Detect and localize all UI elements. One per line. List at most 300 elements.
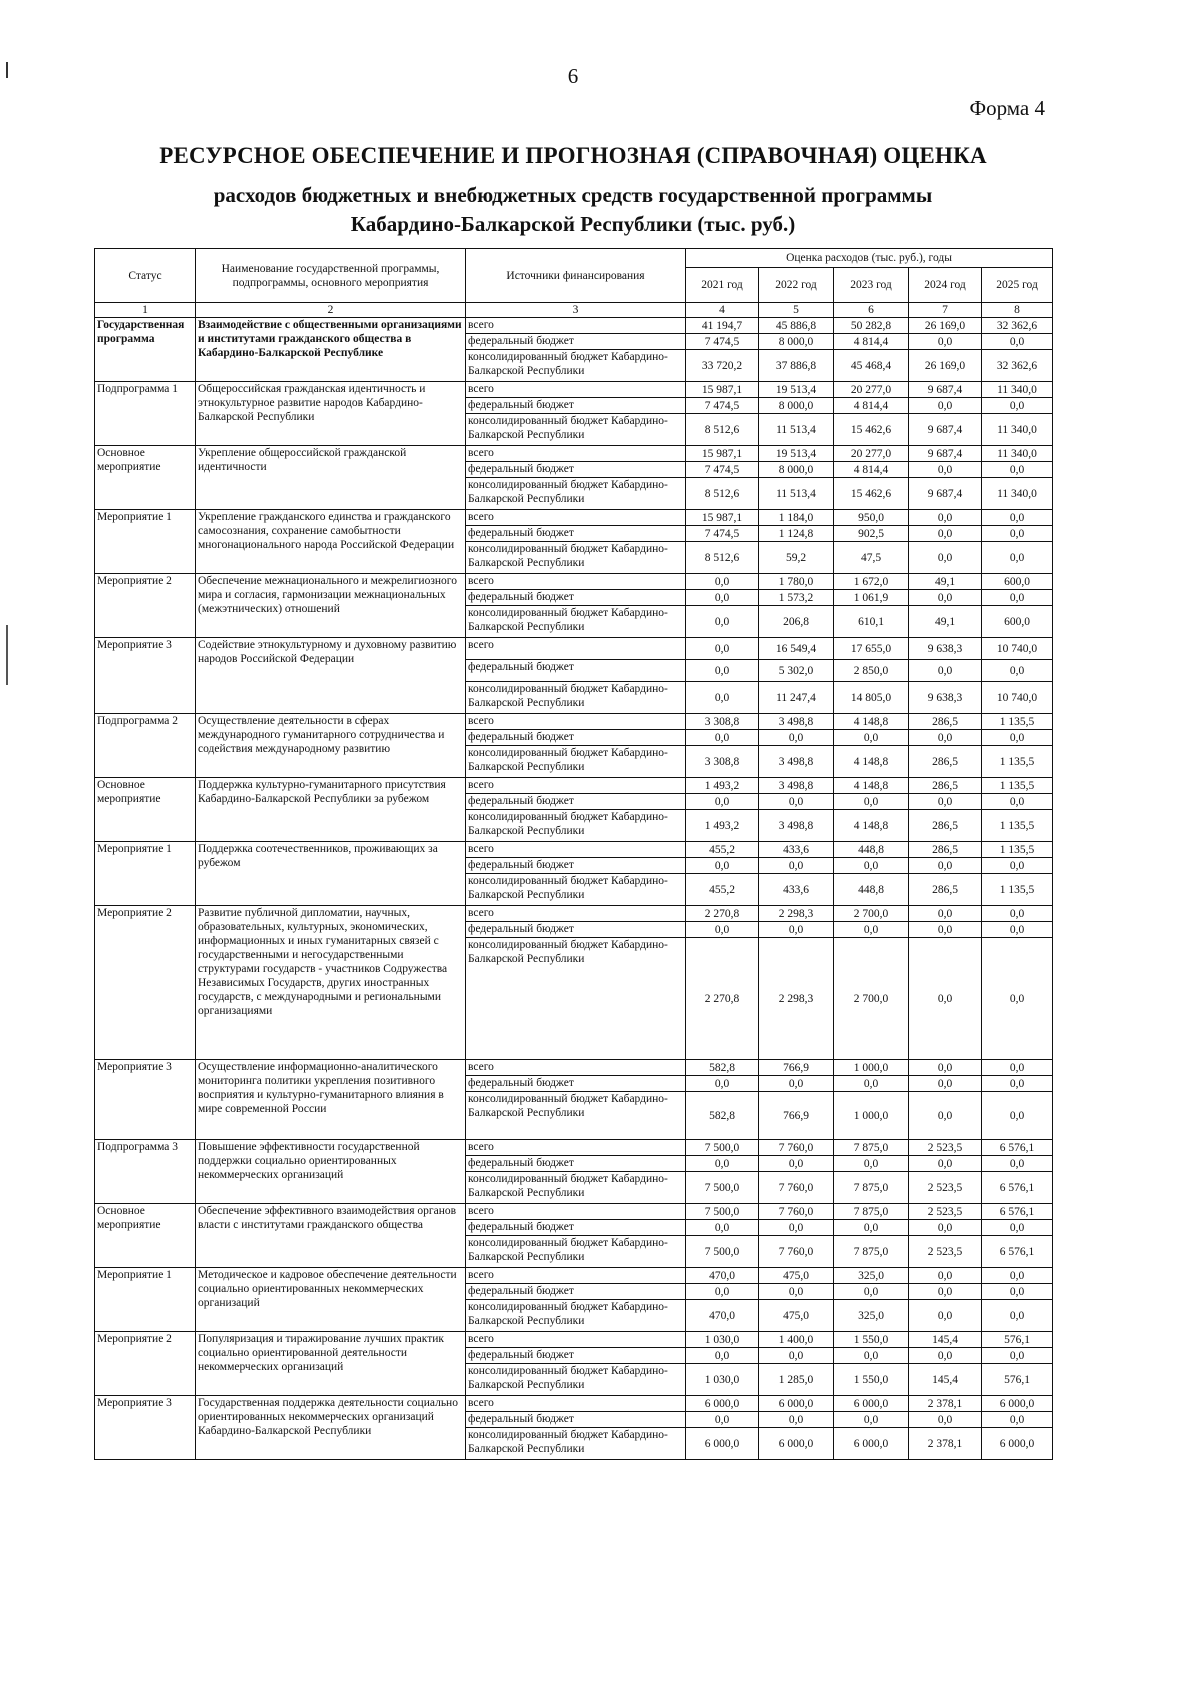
funding-source: всего (466, 1396, 686, 1412)
amount-cell: 0,0 (909, 1220, 982, 1236)
amount-cell: 448,8 (834, 874, 909, 906)
amount-cell: 286,5 (909, 874, 982, 906)
amount-cell: 0,0 (909, 794, 982, 810)
funding-source: федеральный бюджет (466, 1076, 686, 1092)
table-row (95, 1060, 1053, 1076)
table-row (95, 382, 1053, 398)
amount-cell: 3 498,8 (759, 746, 834, 778)
amount-cell: 26 169,0 (909, 350, 982, 382)
funding-source: консолидированный бюджет Кабардино-Балкарской Республики (466, 1236, 686, 1268)
amount-cell: 15 987,1 (686, 510, 759, 526)
table-body (95, 303, 1053, 1460)
funding-source: всего (466, 778, 686, 794)
amount-cell: 0,0 (759, 730, 834, 746)
amount-cell: 2 850,0 (834, 660, 909, 682)
amount-cell: 325,0 (834, 1300, 909, 1332)
amount-cell: 7 760,0 (759, 1140, 834, 1156)
amount-cell: 11 340,0 (982, 478, 1053, 510)
amount-cell: 0,0 (686, 590, 759, 606)
amount-cell: 145,4 (909, 1364, 982, 1396)
amount-cell: 0,0 (909, 334, 982, 350)
amount-cell: 8 000,0 (759, 462, 834, 478)
funding-source: федеральный бюджет (466, 858, 686, 874)
amount-cell: 475,0 (759, 1268, 834, 1284)
amount-cell: 0,0 (686, 858, 759, 874)
funding-source: федеральный бюджет (466, 730, 686, 746)
funding-source: консолидированный бюджет Кабардино-Балкарской Республики (466, 350, 686, 382)
amount-cell: 0,0 (982, 398, 1053, 414)
header-status: Статус (95, 249, 196, 303)
header-source: Источники финансирования (466, 249, 686, 303)
amount-cell: 6 000,0 (686, 1428, 759, 1460)
amount-cell: 0,0 (686, 682, 759, 714)
amount-cell: 7 474,5 (686, 526, 759, 542)
amount-cell: 0,0 (759, 1076, 834, 1092)
amount-cell: 59,2 (759, 542, 834, 574)
amount-cell: 0,0 (982, 1284, 1053, 1300)
amount-cell: 0,0 (759, 1220, 834, 1236)
amount-cell: 0,0 (982, 1060, 1053, 1076)
amount-cell: 0,0 (909, 906, 982, 922)
funding-source: федеральный бюджет (466, 462, 686, 478)
funding-source: консолидированный бюджет Кабардино-Балкарской Республики (466, 1172, 686, 1204)
amount-cell: 0,0 (909, 858, 982, 874)
amount-cell: 1 135,5 (982, 874, 1053, 906)
funding-source: федеральный бюджет (466, 1156, 686, 1172)
amount-cell: 0,0 (686, 730, 759, 746)
amount-cell: 11 513,4 (759, 478, 834, 510)
column-number: 1 (95, 303, 196, 318)
row-name: Осуществление деятельности в сферах международного гуманитарного сотрудничества и содействия международному развитию (196, 714, 466, 778)
amount-cell: 0,0 (909, 590, 982, 606)
amount-cell: 1 550,0 (834, 1332, 909, 1348)
funding-source: всего (466, 1268, 686, 1284)
amount-cell: 0,0 (834, 858, 909, 874)
amount-cell: 3 498,8 (759, 714, 834, 730)
amount-cell: 0,0 (686, 922, 759, 938)
amount-cell: 3 308,8 (686, 746, 759, 778)
amount-cell: 2 378,1 (909, 1396, 982, 1412)
row-status: Мероприятие 3 (95, 638, 196, 714)
amount-cell: 0,0 (909, 510, 982, 526)
amount-cell: 2 298,3 (759, 906, 834, 922)
amount-cell: 6 000,0 (759, 1396, 834, 1412)
amount-cell: 15 462,6 (834, 478, 909, 510)
row-name: Популяризация и тиражирование лучших практик социально ориентированной деятельности некоммерческих организаций (196, 1332, 466, 1396)
amount-cell: 0,0 (909, 660, 982, 682)
amount-cell: 286,5 (909, 714, 982, 730)
amount-cell: 1 061,9 (834, 590, 909, 606)
amount-cell: 7 500,0 (686, 1140, 759, 1156)
amount-cell: 7 760,0 (759, 1236, 834, 1268)
amount-cell: 4 148,8 (834, 778, 909, 794)
funding-source: всего (466, 714, 686, 730)
funding-source: всего (466, 1140, 686, 1156)
amount-cell: 7 474,5 (686, 334, 759, 350)
row-status: Основное мероприятие (95, 1204, 196, 1268)
header-year: 2023 год (834, 268, 909, 303)
row-name: Укрепление гражданского единства и гражданского самосознания, сохранение самобытности многонационального народа Российской Федерации (196, 510, 466, 574)
amount-cell: 0,0 (686, 1156, 759, 1172)
amount-cell: 8 000,0 (759, 398, 834, 414)
amount-cell: 0,0 (759, 1412, 834, 1428)
amount-cell: 1 184,0 (759, 510, 834, 526)
funding-source: консолидированный бюджет Кабардино-Балкарской Республики (466, 606, 686, 638)
amount-cell: 576,1 (982, 1332, 1053, 1348)
amount-cell: 0,0 (982, 1220, 1053, 1236)
amount-cell: 206,8 (759, 606, 834, 638)
document-title: РЕСУРСНОЕ ОБЕСПЕЧЕНИЕ И ПРОГНОЗНАЯ (СПРАВОЧНАЯ) ОЦЕНКА (159, 143, 987, 168)
row-status: Подпрограмма 3 (95, 1140, 196, 1204)
amount-cell: 0,0 (834, 794, 909, 810)
table-row (95, 1140, 1053, 1156)
amount-cell: 0,0 (909, 1076, 982, 1092)
header-year: 2021 год (686, 268, 759, 303)
row-status: Подпрограмма 1 (95, 382, 196, 446)
row-status: Мероприятие 2 (95, 574, 196, 638)
amount-cell: 49,1 (909, 574, 982, 590)
amount-cell: 26 169,0 (909, 318, 982, 334)
funding-source: всего (466, 842, 686, 858)
amount-cell: 2 378,1 (909, 1428, 982, 1460)
table-row (95, 510, 1053, 526)
amount-cell: 1 030,0 (686, 1364, 759, 1396)
amount-cell: 0,0 (909, 730, 982, 746)
amount-cell: 0,0 (686, 638, 759, 660)
row-status: Подпрограмма 2 (95, 714, 196, 778)
amount-cell: 15 462,6 (834, 414, 909, 446)
amount-cell: 0,0 (909, 1060, 982, 1076)
amount-cell: 2 700,0 (834, 906, 909, 922)
amount-cell: 1 285,0 (759, 1364, 834, 1396)
amount-cell: 11 247,4 (759, 682, 834, 714)
amount-cell: 0,0 (909, 1300, 982, 1332)
amount-cell: 0,0 (909, 462, 982, 478)
amount-cell: 0,0 (834, 1156, 909, 1172)
amount-cell: 9 687,4 (909, 446, 982, 462)
amount-cell: 20 277,0 (834, 446, 909, 462)
amount-cell: 11 340,0 (982, 414, 1053, 446)
amount-cell: 3 308,8 (686, 714, 759, 730)
amount-cell: 582,8 (686, 1092, 759, 1140)
subtitle-line-1: расходов бюджетных и внебюджетных средств государственной программы (213, 183, 933, 207)
amount-cell: 766,9 (759, 1092, 834, 1140)
row-status: Мероприятие 1 (95, 510, 196, 574)
amount-cell: 1 030,0 (686, 1332, 759, 1348)
funding-source: консолидированный бюджет Кабардино-Балкарской Республики (466, 874, 686, 906)
amount-cell: 433,6 (759, 842, 834, 858)
amount-cell: 2 270,8 (686, 906, 759, 922)
amount-cell: 2 523,5 (909, 1140, 982, 1156)
amount-cell: 6 576,1 (982, 1172, 1053, 1204)
amount-cell: 0,0 (982, 938, 1053, 1060)
funding-source: консолидированный бюджет Кабардино-Балкарской Республики (466, 478, 686, 510)
amount-cell: 33 720,2 (686, 350, 759, 382)
amount-cell: 902,5 (834, 526, 909, 542)
amount-cell: 286,5 (909, 778, 982, 794)
amount-cell: 1 672,0 (834, 574, 909, 590)
table-row (95, 638, 1053, 660)
funding-source: федеральный бюджет (466, 1284, 686, 1300)
funding-source: всего (466, 382, 686, 398)
amount-cell: 0,0 (686, 1348, 759, 1364)
amount-cell: 766,9 (759, 1060, 834, 1076)
amount-cell: 1 400,0 (759, 1332, 834, 1348)
amount-cell: 0,0 (982, 334, 1053, 350)
amount-cell: 1 550,0 (834, 1364, 909, 1396)
scan-artifact-mark (6, 62, 8, 78)
amount-cell: 1 493,2 (686, 778, 759, 794)
column-number: 7 (909, 303, 982, 318)
amount-cell: 0,0 (982, 1412, 1053, 1428)
table-row (95, 906, 1053, 922)
amount-cell: 0,0 (759, 794, 834, 810)
amount-cell: 2 523,5 (909, 1204, 982, 1220)
amount-cell: 0,0 (834, 1220, 909, 1236)
amount-cell: 20 277,0 (834, 382, 909, 398)
amount-cell: 1 135,5 (982, 842, 1053, 858)
amount-cell: 0,0 (909, 398, 982, 414)
amount-cell: 286,5 (909, 746, 982, 778)
amount-cell: 2 523,5 (909, 1172, 982, 1204)
funding-source: федеральный бюджет (466, 1348, 686, 1364)
amount-cell: 0,0 (982, 542, 1053, 574)
funding-source: всего (466, 638, 686, 660)
funding-source: федеральный бюджет (466, 1220, 686, 1236)
amount-cell: 470,0 (686, 1300, 759, 1332)
header-name: Наименование государственной программы, подпрограммы, основного мероприятия (196, 249, 466, 303)
amount-cell: 1 000,0 (834, 1092, 909, 1140)
amount-cell: 0,0 (834, 730, 909, 746)
table-row (95, 1268, 1053, 1284)
amount-cell: 4 814,4 (834, 334, 909, 350)
amount-cell: 16 549,4 (759, 638, 834, 660)
amount-cell: 1 135,5 (982, 714, 1053, 730)
amount-cell: 7 760,0 (759, 1172, 834, 1204)
amount-cell: 9 638,3 (909, 638, 982, 660)
amount-cell: 0,0 (982, 858, 1053, 874)
amount-cell: 6 576,1 (982, 1236, 1053, 1268)
amount-cell: 433,6 (759, 874, 834, 906)
column-number: 5 (759, 303, 834, 318)
amount-cell: 19 513,4 (759, 382, 834, 398)
amount-cell: 455,2 (686, 874, 759, 906)
amount-cell: 5 302,0 (759, 660, 834, 682)
amount-cell: 286,5 (909, 842, 982, 858)
amount-cell: 3 498,8 (759, 778, 834, 794)
amount-cell: 0,0 (759, 1156, 834, 1172)
table-header (95, 249, 1053, 303)
funding-source: федеральный бюджет (466, 334, 686, 350)
amount-cell: 1 493,2 (686, 810, 759, 842)
amount-cell: 0,0 (909, 922, 982, 938)
amount-cell: 1 780,0 (759, 574, 834, 590)
amount-cell: 7 875,0 (834, 1204, 909, 1220)
amount-cell: 6 576,1 (982, 1140, 1053, 1156)
row-name: Осуществление информационно-аналитического мониторинга политики укрепления позитивного восприятия и культурно-гуманитарного влияния в мире современной России (196, 1060, 466, 1140)
amount-cell: 145,4 (909, 1332, 982, 1348)
funding-source: консолидированный бюджет Кабардино-Балкарской Республики (466, 1428, 686, 1460)
amount-cell: 1 573,2 (759, 590, 834, 606)
amount-cell: 0,0 (982, 730, 1053, 746)
amount-cell: 11 340,0 (982, 382, 1053, 398)
amount-cell: 0,0 (834, 922, 909, 938)
amount-cell: 2 700,0 (834, 938, 909, 1060)
form-label: Форма 4 (969, 96, 1045, 120)
amount-cell: 0,0 (982, 590, 1053, 606)
column-number: 6 (834, 303, 909, 318)
table-row (95, 778, 1053, 794)
header-year: 2025 год (982, 268, 1053, 303)
row-name: Содействие этнокультурному и духовному развитию народов Российской Федерации (196, 638, 466, 714)
funding-source: консолидированный бюджет Кабардино-Балкарской Республики (466, 810, 686, 842)
table-row (95, 446, 1053, 462)
amount-cell: 3 498,8 (759, 810, 834, 842)
amount-cell: 576,1 (982, 1364, 1053, 1396)
amount-cell: 4 814,4 (834, 398, 909, 414)
row-name: Повышение эффективности государственной поддержки социально ориентированных некоммерческих организаций (196, 1140, 466, 1204)
amount-cell: 1 124,8 (759, 526, 834, 542)
column-number: 8 (982, 303, 1053, 318)
amount-cell: 0,0 (909, 1348, 982, 1364)
amount-cell: 1 000,0 (834, 1060, 909, 1076)
amount-cell: 7 760,0 (759, 1204, 834, 1220)
row-status: Мероприятие 1 (95, 842, 196, 906)
amount-cell: 6 000,0 (834, 1396, 909, 1412)
amount-cell: 1 135,5 (982, 810, 1053, 842)
amount-cell: 0,0 (686, 794, 759, 810)
row-name: Поддержка культурно-гуманитарного присутствия Кабардино-Балкарской Республики за рубежом (196, 778, 466, 842)
header-year: 2022 год (759, 268, 834, 303)
amount-cell: 7 474,5 (686, 398, 759, 414)
amount-cell: 45 886,8 (759, 318, 834, 334)
amount-cell: 0,0 (759, 922, 834, 938)
funding-source: консолидированный бюджет Кабардино-Балкарской Республики (466, 1092, 686, 1140)
amount-cell: 7 500,0 (686, 1204, 759, 1220)
row-name: Поддержка соотечественников, проживающих за рубежом (196, 842, 466, 906)
amount-cell: 2 523,5 (909, 1236, 982, 1268)
funding-source: федеральный бюджет (466, 1412, 686, 1428)
funding-source: федеральный бюджет (466, 660, 686, 682)
amount-cell: 0,0 (982, 1268, 1053, 1284)
amount-cell: 0,0 (759, 858, 834, 874)
amount-cell: 9 687,4 (909, 382, 982, 398)
funding-source: всего (466, 574, 686, 590)
amount-cell: 286,5 (909, 810, 982, 842)
table-row (95, 1332, 1053, 1348)
funding-source: консолидированный бюджет Кабардино-Балкарской Республики (466, 1300, 686, 1332)
amount-cell: 19 513,4 (759, 446, 834, 462)
column-number: 4 (686, 303, 759, 318)
row-name: Обеспечение межнационального и межрелигиозного мира и согласия, гармонизации межнациональных (межэтнических) отношений (196, 574, 466, 638)
amount-cell: 15 987,1 (686, 382, 759, 398)
amount-cell: 0,0 (686, 660, 759, 682)
amount-cell: 7 875,0 (834, 1140, 909, 1156)
amount-cell: 610,1 (834, 606, 909, 638)
amount-cell: 600,0 (982, 574, 1053, 590)
amount-cell: 32 362,6 (982, 350, 1053, 382)
amount-cell: 0,0 (686, 1220, 759, 1236)
row-name: Методическое и кадровое обеспечение деятельности социально ориентированных некоммерческих организаций (196, 1268, 466, 1332)
amount-cell: 8 512,6 (686, 414, 759, 446)
amount-cell: 0,0 (982, 906, 1053, 922)
column-number: 2 (196, 303, 466, 318)
amount-cell: 8 000,0 (759, 334, 834, 350)
amount-cell: 0,0 (834, 1412, 909, 1428)
amount-cell: 0,0 (686, 606, 759, 638)
amount-cell: 4 148,8 (834, 746, 909, 778)
amount-cell: 0,0 (909, 938, 982, 1060)
funding-source: консолидированный бюджет Кабардино-Балкарской Республики (466, 414, 686, 446)
amount-cell: 0,0 (982, 1348, 1053, 1364)
amount-cell: 950,0 (834, 510, 909, 526)
funding-source: всего (466, 318, 686, 334)
amount-cell: 448,8 (834, 842, 909, 858)
header-estimate: Оценка расходов (тыс. руб.), годы (686, 249, 1053, 268)
row-status: Государственная программа (95, 318, 196, 382)
amount-cell: 47,5 (834, 542, 909, 574)
amount-cell: 0,0 (909, 1156, 982, 1172)
amount-cell: 9 638,3 (909, 682, 982, 714)
amount-cell: 0,0 (909, 1284, 982, 1300)
amount-cell: 470,0 (686, 1268, 759, 1284)
resource-table (94, 248, 1053, 1460)
table-row (95, 1204, 1053, 1220)
funding-source: всего (466, 446, 686, 462)
amount-cell: 4 814,4 (834, 462, 909, 478)
amount-cell: 7 875,0 (834, 1172, 909, 1204)
funding-source: федеральный бюджет (466, 590, 686, 606)
amount-cell: 0,0 (834, 1348, 909, 1364)
amount-cell: 6 000,0 (759, 1428, 834, 1460)
amount-cell: 0,0 (686, 1412, 759, 1428)
row-name: Взаимодействие с общественными организациями и институтами гражданского общества в Кабардино-Балкарской Республике (196, 318, 466, 382)
amount-cell: 1 135,5 (982, 778, 1053, 794)
amount-cell: 6 576,1 (982, 1204, 1053, 1220)
funding-source: консолидированный бюджет Кабардино-Балкарской Республики (466, 682, 686, 714)
table-row (95, 574, 1053, 590)
amount-cell: 11 513,4 (759, 414, 834, 446)
amount-cell: 0,0 (982, 1156, 1053, 1172)
amount-cell: 0,0 (982, 922, 1053, 938)
amount-cell: 6 000,0 (982, 1428, 1053, 1460)
scan-artifact-mark (6, 625, 8, 685)
amount-cell: 0,0 (759, 1284, 834, 1300)
amount-cell: 6 000,0 (686, 1396, 759, 1412)
funding-source: всего (466, 1204, 686, 1220)
amount-cell: 0,0 (909, 526, 982, 542)
amount-cell: 582,8 (686, 1060, 759, 1076)
amount-cell: 9 687,4 (909, 478, 982, 510)
amount-cell: 17 655,0 (834, 638, 909, 660)
amount-cell: 32 362,6 (982, 318, 1053, 334)
amount-cell: 10 740,0 (982, 638, 1053, 660)
amount-cell: 0,0 (686, 1284, 759, 1300)
table-row (95, 318, 1053, 334)
amount-cell: 0,0 (759, 1348, 834, 1364)
subtitle-line-2: Кабардино-Балкарской Республики (тыс. руб.) (350, 212, 796, 236)
amount-cell: 10 740,0 (982, 682, 1053, 714)
funding-source: федеральный бюджет (466, 398, 686, 414)
funding-source: всего (466, 1332, 686, 1348)
amount-cell: 9 687,4 (909, 414, 982, 446)
amount-cell: 0,0 (982, 1300, 1053, 1332)
amount-cell: 4 148,8 (834, 714, 909, 730)
funding-source: федеральный бюджет (466, 922, 686, 938)
amount-cell: 11 340,0 (982, 446, 1053, 462)
amount-cell: 0,0 (909, 542, 982, 574)
amount-cell: 0,0 (686, 1076, 759, 1092)
